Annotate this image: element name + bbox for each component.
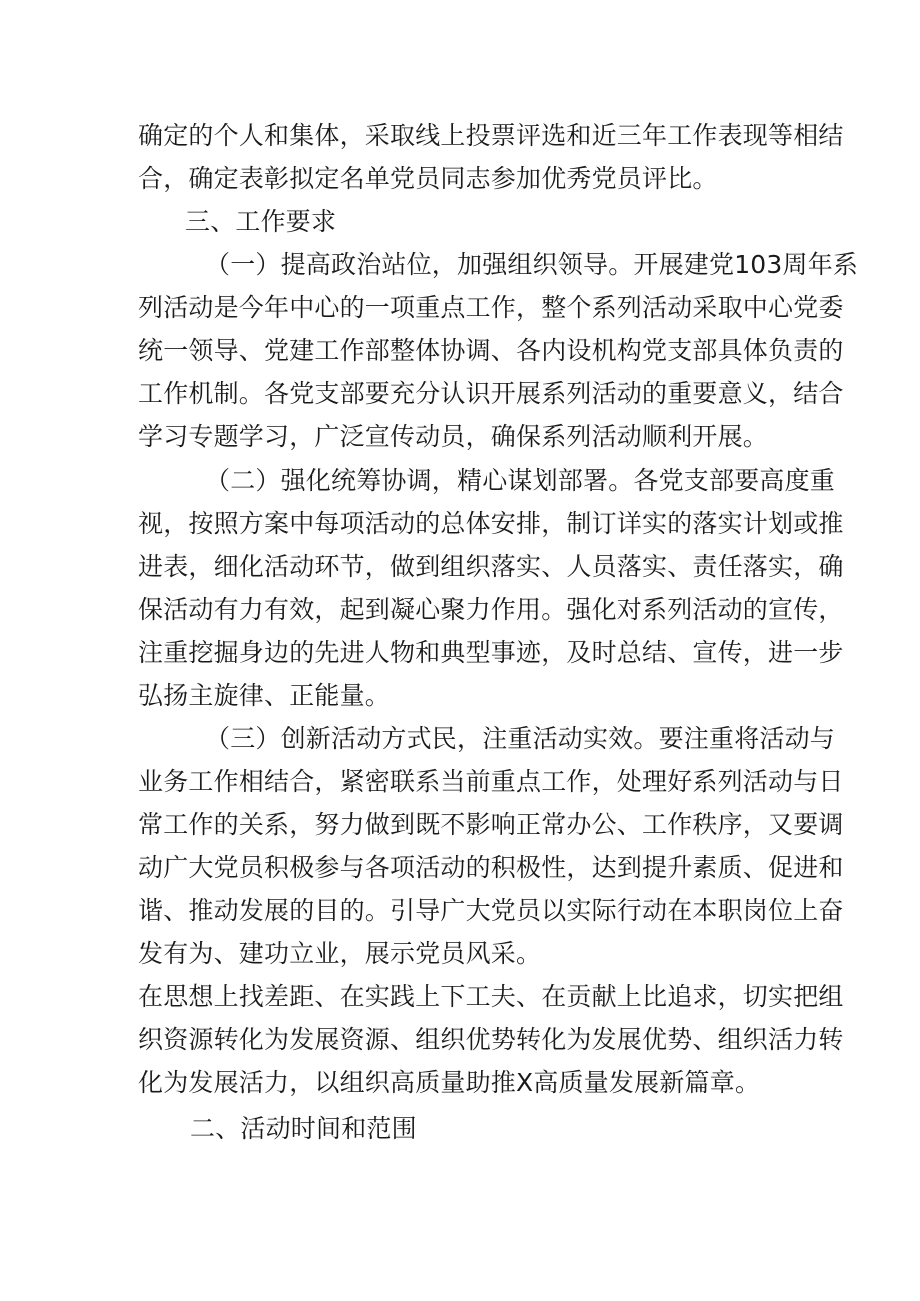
section-heading: 三、工作要求 — [185, 207, 337, 236]
text-line: 常工作的关系，努力做到既不影响正常办公、工作秩序，又要调 — [138, 810, 844, 839]
text-line: 动广大党员积极参与各项活动的积极性，达到提升素质、促进和 — [138, 853, 844, 882]
text-line: 工作机制。各党支部要充分认识开展系列活动的重要意义，结合 — [138, 379, 844, 408]
text-line: 列活动是今年中心的一项重点工作，整个系列活动采取中心党委 — [138, 293, 844, 322]
text-line: 进表，细化活动环节，做到组织落实、人员落实、责任落实，确 — [138, 552, 844, 581]
text-line: 保活动有力有效，起到凝心聚力作用。强化对系列活动的宣传， — [138, 595, 844, 624]
text-line: 注重挖掘身边的先进人物和典型事迹，及时总结、宣传，进一步 — [138, 638, 844, 667]
text-line: 化为发展活力，以组织高质量助推X高质量发展新篇章。 — [138, 1068, 761, 1097]
text-line: （一）提高政治站位，加强组织领导。开展建党103周年系 — [205, 250, 859, 279]
text-line: 合，确定表彰拟定名单党员同志参加优秀党员评比。 — [138, 164, 718, 193]
text-line: 弘扬主旋律、正能量。 — [138, 681, 391, 710]
text-line: 谐、推动发展的目的。引导广大党员以实际行动在本职岗位上奋 — [138, 896, 844, 925]
text-line: （二）强化统筹协调，精心谋划部署。各党支部要高度重 — [205, 466, 836, 495]
text-line: 视，按照方案中每项活动的总体安排，制订详实的落实计划或推 — [138, 509, 844, 538]
section-heading: 二、活动时间和范围 — [190, 1114, 417, 1143]
text-line: 发有为、建功立业，展示党员风采。 — [138, 939, 542, 968]
text-line: （三）创新活动方式民，注重活动实效。要注重将活动与 — [205, 724, 836, 753]
text-line: 学习专题学习，广泛宣传动员，确保系列活动顺利开展。 — [138, 422, 769, 451]
text-line: 在思想上找差距、在实践上下工夫、在贡献上比追求，切实把组 — [138, 982, 844, 1011]
text-line: 业务工作相结合，紧密联系当前重点工作，处理好系列活动与日 — [138, 767, 844, 796]
text-line: 统一领导、党建工作部整体协调、各内设机构党支部具体负责的 — [138, 336, 844, 365]
text-line: 确定的个人和集体，采取线上投票评选和近三年工作表现等相结 — [138, 121, 844, 150]
text-line: 织资源转化为发展资源、组织优势转化为发展优势、组织活力转 — [138, 1025, 844, 1054]
